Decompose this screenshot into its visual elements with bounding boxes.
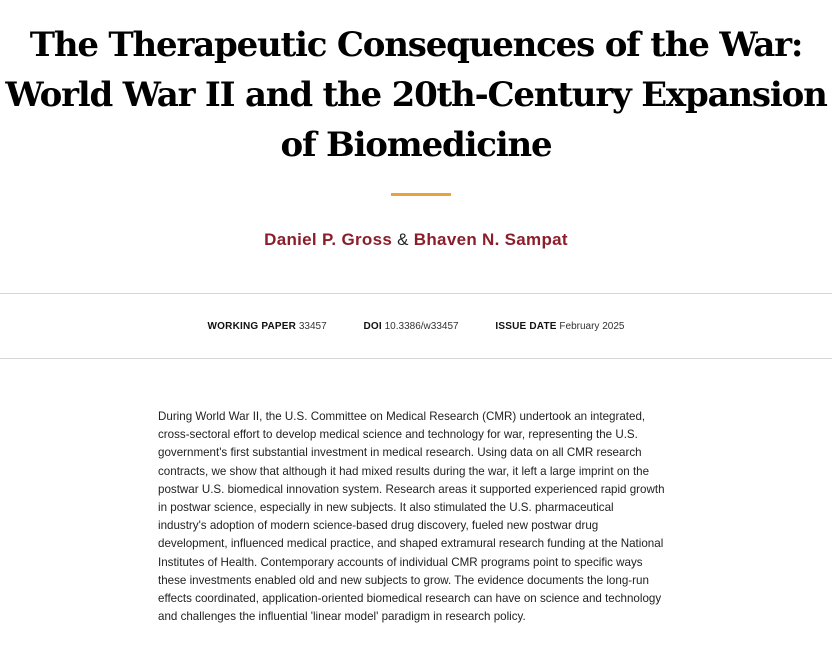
- abstract-line: During World War II, the U.S. Committee on Medical Research (CMR) undertook an integrated,: [158, 410, 646, 423]
- abstract-line: postwar U.S. biomedical innovation system. Research areas it supported experienced rapid growth: [158, 482, 665, 496]
- abstract-line: Institutes of Health. Contemporary accounts of individual CMR programs point to specific ways: [158, 555, 643, 569]
- author-link-bhaven-sampat[interactable]: Bhaven N. Sampat: [413, 230, 568, 249]
- paper-title: [0, 20, 832, 170]
- working-paper-number: [208, 320, 327, 333]
- abstract-line: contracts, we show that although it had mixed results during the war, it left a large imprint on the: [158, 464, 650, 478]
- working-paper-value: 33457: [298, 321, 327, 332]
- paper-title-line: World War II and the 20th-Century Expansion: [5, 75, 827, 115]
- issue-date: [495, 320, 624, 333]
- working-paper-label: WORKING PAPER: [207, 321, 297, 332]
- issue-date-label: ISSUE DATE: [495, 321, 557, 332]
- paper-title-line: The Therapeutic Consequences of the War:: [29, 25, 803, 65]
- doi-label: DOI: [363, 321, 382, 332]
- title-accent-divider: [391, 193, 451, 196]
- abstract-line: these investments enabled old and new subjects to grow. The evidence documents the long-run: [158, 573, 649, 587]
- abstract-line: industry's adoption of modern science-based drug discovery, fueled new postwar drug: [158, 519, 599, 533]
- abstract-line: cross-sectoral effort to develop medical science and technology for war, representing the U.S.: [158, 428, 638, 442]
- abstract-line: government's first substantial investment in medical research. Using data on all CMR research: [158, 446, 642, 460]
- author-list: [0, 229, 832, 251]
- abstract-line: in postwar science, especially in new subjects. It also stimulated the U.S. pharmaceutical: [158, 501, 614, 515]
- doi-value[interactable]: 10.3386/w33457: [384, 321, 459, 332]
- author-link-daniel-gross[interactable]: Daniel P. Gross: [264, 230, 393, 249]
- abstract-line: development, influenced medical practice, and shaped extramural research funding at the National: [158, 537, 664, 551]
- paper-metadata-row: [0, 320, 832, 333]
- abstract-line: effects coordinated, application-oriented biomedical research can have on science and technology: [158, 592, 662, 606]
- issue-date-value: February 2025: [559, 321, 625, 332]
- paper-metadata-band: [0, 293, 832, 359]
- doi: [363, 320, 458, 333]
- paper-title-line: of Biomedicine: [280, 125, 552, 165]
- abstract-text: [158, 408, 698, 626]
- abstract-line: and challenges the influential 'linear model' paradigm in research policy.: [158, 610, 526, 624]
- author-separator: &: [397, 230, 409, 249]
